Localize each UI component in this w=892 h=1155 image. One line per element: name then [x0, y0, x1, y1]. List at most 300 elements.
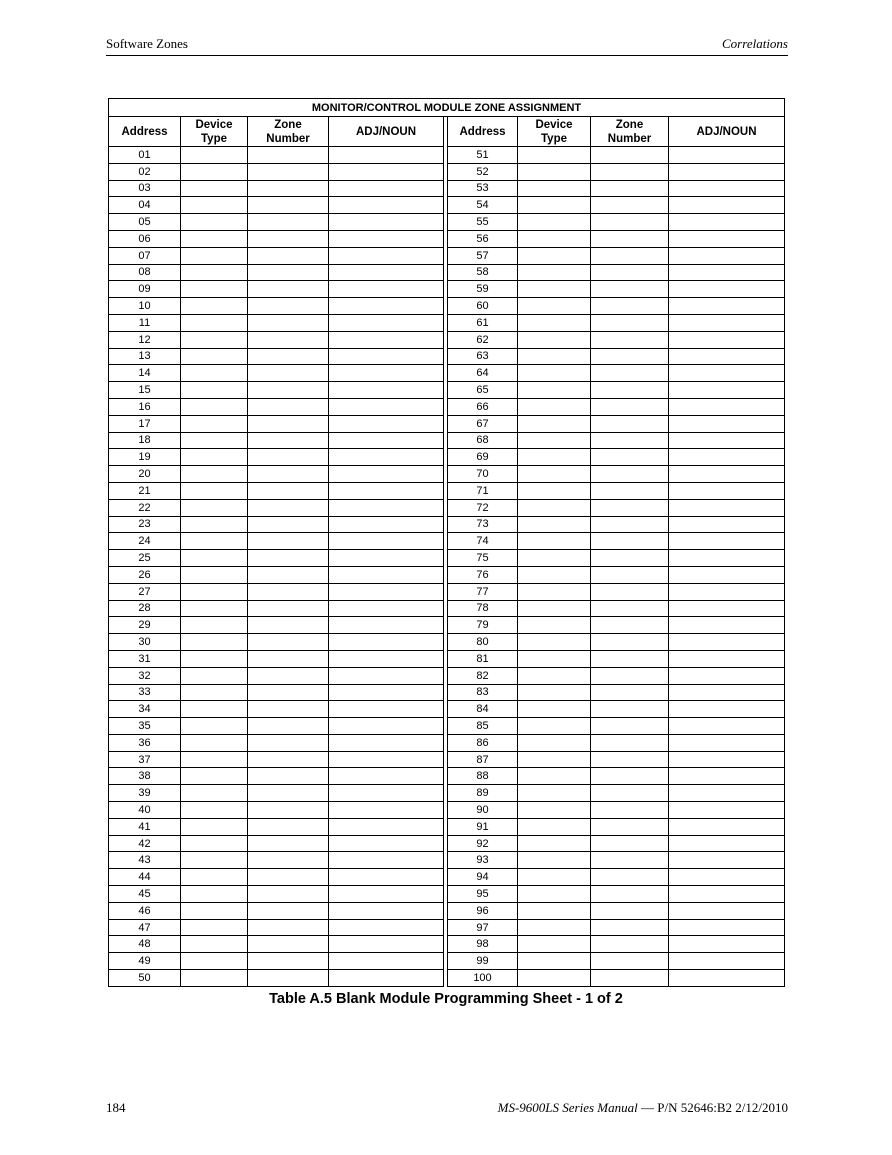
adj-noun-cell[interactable]: [669, 718, 785, 735]
zone-number-cell[interactable]: [591, 919, 669, 936]
zone-number-cell[interactable]: [248, 398, 329, 415]
zone-number-cell[interactable]: [248, 230, 329, 247]
zone-number-cell[interactable]: [248, 600, 329, 617]
zone-number-cell[interactable]: [248, 197, 329, 214]
zone-number-cell[interactable]: [591, 432, 669, 449]
zone-number-cell[interactable]: [591, 802, 669, 819]
zone-number-cell[interactable]: [248, 281, 329, 298]
zone-number-cell[interactable]: [591, 953, 669, 970]
adj-noun-cell[interactable]: [329, 550, 444, 567]
device-type-cell[interactable]: [181, 516, 248, 533]
adj-noun-cell[interactable]: [329, 835, 444, 852]
zone-number-cell[interactable]: [248, 886, 329, 903]
device-type-cell[interactable]: [181, 583, 248, 600]
zone-number-cell[interactable]: [248, 466, 329, 483]
adj-noun-cell[interactable]: [669, 650, 785, 667]
device-type-cell[interactable]: [518, 953, 591, 970]
device-type-cell[interactable]: [518, 818, 591, 835]
device-type-cell[interactable]: [518, 583, 591, 600]
adj-noun-cell[interactable]: [669, 566, 785, 583]
adj-noun-cell[interactable]: [329, 298, 444, 315]
zone-number-cell[interactable]: [591, 768, 669, 785]
zone-number-cell[interactable]: [591, 230, 669, 247]
adj-noun-cell[interactable]: [669, 449, 785, 466]
zone-number-cell[interactable]: [591, 751, 669, 768]
device-type-cell[interactable]: [518, 314, 591, 331]
device-type-cell[interactable]: [518, 936, 591, 953]
adj-noun-cell[interactable]: [669, 432, 785, 449]
adj-noun-cell[interactable]: [329, 482, 444, 499]
zone-number-cell[interactable]: [248, 365, 329, 382]
device-type-cell[interactable]: [181, 886, 248, 903]
device-type-cell[interactable]: [181, 365, 248, 382]
adj-noun-cell[interactable]: [329, 466, 444, 483]
adj-noun-cell[interactable]: [329, 533, 444, 550]
adj-noun-cell[interactable]: [329, 398, 444, 415]
device-type-cell[interactable]: [181, 163, 248, 180]
adj-noun-cell[interactable]: [669, 684, 785, 701]
zone-number-cell[interactable]: [248, 298, 329, 315]
device-type-cell[interactable]: [518, 869, 591, 886]
adj-noun-cell[interactable]: [669, 180, 785, 197]
device-type-cell[interactable]: [518, 398, 591, 415]
device-type-cell[interactable]: [181, 701, 248, 718]
adj-noun-cell[interactable]: [669, 667, 785, 684]
adj-noun-cell[interactable]: [329, 667, 444, 684]
device-type-cell[interactable]: [181, 970, 248, 987]
zone-number-cell[interactable]: [248, 701, 329, 718]
zone-number-cell[interactable]: [591, 298, 669, 315]
device-type-cell[interactable]: [181, 785, 248, 802]
zone-number-cell[interactable]: [248, 953, 329, 970]
device-type-cell[interactable]: [518, 701, 591, 718]
adj-noun-cell[interactable]: [329, 701, 444, 718]
device-type-cell[interactable]: [181, 667, 248, 684]
device-type-cell[interactable]: [518, 650, 591, 667]
zone-number-cell[interactable]: [591, 365, 669, 382]
adj-noun-cell[interactable]: [329, 214, 444, 231]
zone-number-cell[interactable]: [591, 583, 669, 600]
zone-number-cell[interactable]: [248, 348, 329, 365]
adj-noun-cell[interactable]: [669, 230, 785, 247]
device-type-cell[interactable]: [518, 147, 591, 164]
zone-number-cell[interactable]: [248, 516, 329, 533]
adj-noun-cell[interactable]: [669, 936, 785, 953]
adj-noun-cell[interactable]: [329, 365, 444, 382]
zone-number-cell[interactable]: [591, 482, 669, 499]
adj-noun-cell[interactable]: [329, 583, 444, 600]
zone-number-cell[interactable]: [248, 449, 329, 466]
adj-noun-cell[interactable]: [329, 902, 444, 919]
device-type-cell[interactable]: [181, 768, 248, 785]
zone-number-cell[interactable]: [591, 785, 669, 802]
zone-number-cell[interactable]: [248, 499, 329, 516]
zone-number-cell[interactable]: [248, 919, 329, 936]
zone-number-cell[interactable]: [591, 634, 669, 651]
zone-number-cell[interactable]: [591, 835, 669, 852]
zone-number-cell[interactable]: [591, 382, 669, 399]
adj-noun-cell[interactable]: [329, 382, 444, 399]
adj-noun-cell[interactable]: [669, 701, 785, 718]
device-type-cell[interactable]: [181, 482, 248, 499]
adj-noun-cell[interactable]: [669, 768, 785, 785]
adj-noun-cell[interactable]: [329, 852, 444, 869]
device-type-cell[interactable]: [181, 264, 248, 281]
device-type-cell[interactable]: [181, 449, 248, 466]
zone-number-cell[interactable]: [591, 264, 669, 281]
zone-number-cell[interactable]: [248, 751, 329, 768]
adj-noun-cell[interactable]: [329, 734, 444, 751]
device-type-cell[interactable]: [518, 886, 591, 903]
device-type-cell[interactable]: [518, 163, 591, 180]
adj-noun-cell[interactable]: [669, 482, 785, 499]
adj-noun-cell[interactable]: [669, 600, 785, 617]
device-type-cell[interactable]: [181, 331, 248, 348]
zone-number-cell[interactable]: [248, 734, 329, 751]
adj-noun-cell[interactable]: [669, 550, 785, 567]
adj-noun-cell[interactable]: [669, 197, 785, 214]
zone-number-cell[interactable]: [591, 869, 669, 886]
zone-number-cell[interactable]: [248, 583, 329, 600]
adj-noun-cell[interactable]: [329, 449, 444, 466]
zone-number-cell[interactable]: [248, 936, 329, 953]
zone-number-cell[interactable]: [591, 180, 669, 197]
adj-noun-cell[interactable]: [669, 415, 785, 432]
device-type-cell[interactable]: [181, 398, 248, 415]
device-type-cell[interactable]: [518, 970, 591, 987]
zone-number-cell[interactable]: [591, 214, 669, 231]
device-type-cell[interactable]: [518, 214, 591, 231]
zone-number-cell[interactable]: [591, 701, 669, 718]
adj-noun-cell[interactable]: [329, 566, 444, 583]
adj-noun-cell[interactable]: [669, 398, 785, 415]
adj-noun-cell[interactable]: [669, 617, 785, 634]
zone-number-cell[interactable]: [248, 718, 329, 735]
zone-number-cell[interactable]: [248, 533, 329, 550]
device-type-cell[interactable]: [518, 634, 591, 651]
adj-noun-cell[interactable]: [329, 600, 444, 617]
device-type-cell[interactable]: [518, 281, 591, 298]
adj-noun-cell[interactable]: [329, 818, 444, 835]
device-type-cell[interactable]: [518, 264, 591, 281]
device-type-cell[interactable]: [181, 314, 248, 331]
adj-noun-cell[interactable]: [329, 936, 444, 953]
zone-number-cell[interactable]: [591, 197, 669, 214]
device-type-cell[interactable]: [181, 230, 248, 247]
zone-number-cell[interactable]: [248, 902, 329, 919]
device-type-cell[interactable]: [181, 650, 248, 667]
adj-noun-cell[interactable]: [329, 432, 444, 449]
zone-number-cell[interactable]: [591, 348, 669, 365]
adj-noun-cell[interactable]: [329, 919, 444, 936]
adj-noun-cell[interactable]: [669, 734, 785, 751]
device-type-cell[interactable]: [518, 432, 591, 449]
adj-noun-cell[interactable]: [329, 415, 444, 432]
device-type-cell[interactable]: [518, 331, 591, 348]
device-type-cell[interactable]: [181, 919, 248, 936]
device-type-cell[interactable]: [181, 852, 248, 869]
zone-number-cell[interactable]: [591, 600, 669, 617]
zone-number-cell[interactable]: [591, 970, 669, 987]
zone-number-cell[interactable]: [591, 852, 669, 869]
zone-number-cell[interactable]: [591, 247, 669, 264]
zone-number-cell[interactable]: [248, 869, 329, 886]
adj-noun-cell[interactable]: [329, 970, 444, 987]
device-type-cell[interactable]: [518, 466, 591, 483]
device-type-cell[interactable]: [518, 499, 591, 516]
zone-number-cell[interactable]: [248, 264, 329, 281]
zone-number-cell[interactable]: [591, 550, 669, 567]
adj-noun-cell[interactable]: [669, 281, 785, 298]
device-type-cell[interactable]: [518, 667, 591, 684]
zone-number-cell[interactable]: [591, 566, 669, 583]
adj-noun-cell[interactable]: [669, 382, 785, 399]
adj-noun-cell[interactable]: [329, 953, 444, 970]
adj-noun-cell[interactable]: [329, 163, 444, 180]
adj-noun-cell[interactable]: [329, 516, 444, 533]
zone-number-cell[interactable]: [591, 415, 669, 432]
zone-number-cell[interactable]: [248, 432, 329, 449]
device-type-cell[interactable]: [518, 415, 591, 432]
adj-noun-cell[interactable]: [669, 348, 785, 365]
adj-noun-cell[interactable]: [329, 247, 444, 264]
device-type-cell[interactable]: [518, 365, 591, 382]
zone-number-cell[interactable]: [591, 281, 669, 298]
adj-noun-cell[interactable]: [669, 919, 785, 936]
adj-noun-cell[interactable]: [669, 499, 785, 516]
adj-noun-cell[interactable]: [669, 365, 785, 382]
zone-number-cell[interactable]: [248, 852, 329, 869]
adj-noun-cell[interactable]: [669, 953, 785, 970]
device-type-cell[interactable]: [518, 482, 591, 499]
device-type-cell[interactable]: [518, 197, 591, 214]
adj-noun-cell[interactable]: [669, 583, 785, 600]
zone-number-cell[interactable]: [591, 516, 669, 533]
adj-noun-cell[interactable]: [669, 247, 785, 264]
device-type-cell[interactable]: [518, 348, 591, 365]
device-type-cell[interactable]: [518, 919, 591, 936]
device-type-cell[interactable]: [518, 802, 591, 819]
adj-noun-cell[interactable]: [329, 180, 444, 197]
device-type-cell[interactable]: [181, 600, 248, 617]
device-type-cell[interactable]: [181, 298, 248, 315]
adj-noun-cell[interactable]: [329, 785, 444, 802]
adj-noun-cell[interactable]: [329, 230, 444, 247]
device-type-cell[interactable]: [518, 734, 591, 751]
device-type-cell[interactable]: [518, 600, 591, 617]
zone-number-cell[interactable]: [591, 331, 669, 348]
zone-number-cell[interactable]: [591, 734, 669, 751]
zone-number-cell[interactable]: [248, 650, 329, 667]
zone-number-cell[interactable]: [248, 331, 329, 348]
adj-noun-cell[interactable]: [669, 331, 785, 348]
adj-noun-cell[interactable]: [329, 147, 444, 164]
adj-noun-cell[interactable]: [329, 264, 444, 281]
device-type-cell[interactable]: [181, 348, 248, 365]
zone-number-cell[interactable]: [248, 617, 329, 634]
zone-number-cell[interactable]: [248, 634, 329, 651]
adj-noun-cell[interactable]: [669, 835, 785, 852]
zone-number-cell[interactable]: [248, 482, 329, 499]
device-type-cell[interactable]: [518, 768, 591, 785]
device-type-cell[interactable]: [181, 247, 248, 264]
device-type-cell[interactable]: [181, 533, 248, 550]
device-type-cell[interactable]: [181, 550, 248, 567]
device-type-cell[interactable]: [181, 382, 248, 399]
zone-number-cell[interactable]: [248, 684, 329, 701]
adj-noun-cell[interactable]: [669, 314, 785, 331]
zone-number-cell[interactable]: [591, 684, 669, 701]
adj-noun-cell[interactable]: [329, 499, 444, 516]
device-type-cell[interactable]: [181, 617, 248, 634]
adj-noun-cell[interactable]: [669, 466, 785, 483]
adj-noun-cell[interactable]: [669, 634, 785, 651]
device-type-cell[interactable]: [181, 684, 248, 701]
zone-number-cell[interactable]: [591, 163, 669, 180]
device-type-cell[interactable]: [181, 953, 248, 970]
zone-number-cell[interactable]: [591, 650, 669, 667]
adj-noun-cell[interactable]: [329, 802, 444, 819]
zone-number-cell[interactable]: [591, 449, 669, 466]
adj-noun-cell[interactable]: [329, 197, 444, 214]
device-type-cell[interactable]: [181, 718, 248, 735]
device-type-cell[interactable]: [181, 936, 248, 953]
adj-noun-cell[interactable]: [669, 818, 785, 835]
zone-number-cell[interactable]: [591, 314, 669, 331]
device-type-cell[interactable]: [181, 734, 248, 751]
device-type-cell[interactable]: [518, 230, 591, 247]
device-type-cell[interactable]: [181, 818, 248, 835]
device-type-cell[interactable]: [181, 147, 248, 164]
zone-number-cell[interactable]: [591, 499, 669, 516]
device-type-cell[interactable]: [181, 566, 248, 583]
adj-noun-cell[interactable]: [329, 869, 444, 886]
device-type-cell[interactable]: [181, 197, 248, 214]
zone-number-cell[interactable]: [248, 163, 329, 180]
zone-number-cell[interactable]: [248, 835, 329, 852]
adj-noun-cell[interactable]: [329, 281, 444, 298]
device-type-cell[interactable]: [518, 550, 591, 567]
device-type-cell[interactable]: [181, 180, 248, 197]
adj-noun-cell[interactable]: [669, 264, 785, 281]
adj-noun-cell[interactable]: [669, 147, 785, 164]
adj-noun-cell[interactable]: [669, 214, 785, 231]
zone-number-cell[interactable]: [591, 718, 669, 735]
zone-number-cell[interactable]: [248, 247, 329, 264]
device-type-cell[interactable]: [181, 869, 248, 886]
adj-noun-cell[interactable]: [669, 751, 785, 768]
zone-number-cell[interactable]: [591, 902, 669, 919]
zone-number-cell[interactable]: [248, 818, 329, 835]
adj-noun-cell[interactable]: [669, 802, 785, 819]
device-type-cell[interactable]: [181, 415, 248, 432]
adj-noun-cell[interactable]: [329, 634, 444, 651]
adj-noun-cell[interactable]: [669, 886, 785, 903]
zone-number-cell[interactable]: [248, 147, 329, 164]
zone-number-cell[interactable]: [248, 314, 329, 331]
zone-number-cell[interactable]: [248, 382, 329, 399]
adj-noun-cell[interactable]: [329, 314, 444, 331]
adj-noun-cell[interactable]: [329, 684, 444, 701]
zone-number-cell[interactable]: [591, 667, 669, 684]
adj-noun-cell[interactable]: [329, 650, 444, 667]
device-type-cell[interactable]: [518, 533, 591, 550]
device-type-cell[interactable]: [518, 247, 591, 264]
device-type-cell[interactable]: [181, 281, 248, 298]
zone-number-cell[interactable]: [248, 802, 329, 819]
adj-noun-cell[interactable]: [329, 331, 444, 348]
zone-number-cell[interactable]: [248, 785, 329, 802]
adj-noun-cell[interactable]: [329, 751, 444, 768]
zone-number-cell[interactable]: [591, 818, 669, 835]
device-type-cell[interactable]: [518, 180, 591, 197]
device-type-cell[interactable]: [518, 852, 591, 869]
zone-number-cell[interactable]: [248, 180, 329, 197]
device-type-cell[interactable]: [181, 432, 248, 449]
device-type-cell[interactable]: [518, 566, 591, 583]
zone-number-cell[interactable]: [248, 214, 329, 231]
device-type-cell[interactable]: [518, 298, 591, 315]
zone-number-cell[interactable]: [248, 415, 329, 432]
zone-number-cell[interactable]: [248, 768, 329, 785]
adj-noun-cell[interactable]: [329, 617, 444, 634]
device-type-cell[interactable]: [181, 835, 248, 852]
adj-noun-cell[interactable]: [669, 516, 785, 533]
zone-number-cell[interactable]: [591, 617, 669, 634]
zone-number-cell[interactable]: [248, 566, 329, 583]
device-type-cell[interactable]: [518, 902, 591, 919]
device-type-cell[interactable]: [181, 634, 248, 651]
adj-noun-cell[interactable]: [669, 869, 785, 886]
device-type-cell[interactable]: [181, 466, 248, 483]
zone-number-cell[interactable]: [591, 936, 669, 953]
adj-noun-cell[interactable]: [669, 163, 785, 180]
device-type-cell[interactable]: [181, 902, 248, 919]
zone-number-cell[interactable]: [248, 550, 329, 567]
device-type-cell[interactable]: [518, 718, 591, 735]
device-type-cell[interactable]: [518, 751, 591, 768]
adj-noun-cell[interactable]: [669, 533, 785, 550]
adj-noun-cell[interactable]: [329, 886, 444, 903]
device-type-cell[interactable]: [518, 516, 591, 533]
device-type-cell[interactable]: [518, 617, 591, 634]
device-type-cell[interactable]: [181, 499, 248, 516]
device-type-cell[interactable]: [518, 684, 591, 701]
device-type-cell[interactable]: [181, 802, 248, 819]
adj-noun-cell[interactable]: [329, 348, 444, 365]
device-type-cell[interactable]: [518, 382, 591, 399]
adj-noun-cell[interactable]: [669, 852, 785, 869]
device-type-cell[interactable]: [518, 835, 591, 852]
device-type-cell[interactable]: [181, 751, 248, 768]
zone-number-cell[interactable]: [248, 667, 329, 684]
zone-number-cell[interactable]: [591, 533, 669, 550]
adj-noun-cell[interactable]: [329, 768, 444, 785]
zone-number-cell[interactable]: [591, 147, 669, 164]
adj-noun-cell[interactable]: [669, 785, 785, 802]
zone-number-cell[interactable]: [591, 466, 669, 483]
adj-noun-cell[interactable]: [329, 718, 444, 735]
device-type-cell[interactable]: [518, 785, 591, 802]
zone-number-cell[interactable]: [591, 398, 669, 415]
adj-noun-cell[interactable]: [669, 902, 785, 919]
zone-number-cell[interactable]: [248, 970, 329, 987]
device-type-cell[interactable]: [181, 214, 248, 231]
adj-noun-cell[interactable]: [669, 298, 785, 315]
adj-noun-cell[interactable]: [669, 970, 785, 987]
device-type-cell[interactable]: [518, 449, 591, 466]
zone-number-cell[interactable]: [591, 886, 669, 903]
